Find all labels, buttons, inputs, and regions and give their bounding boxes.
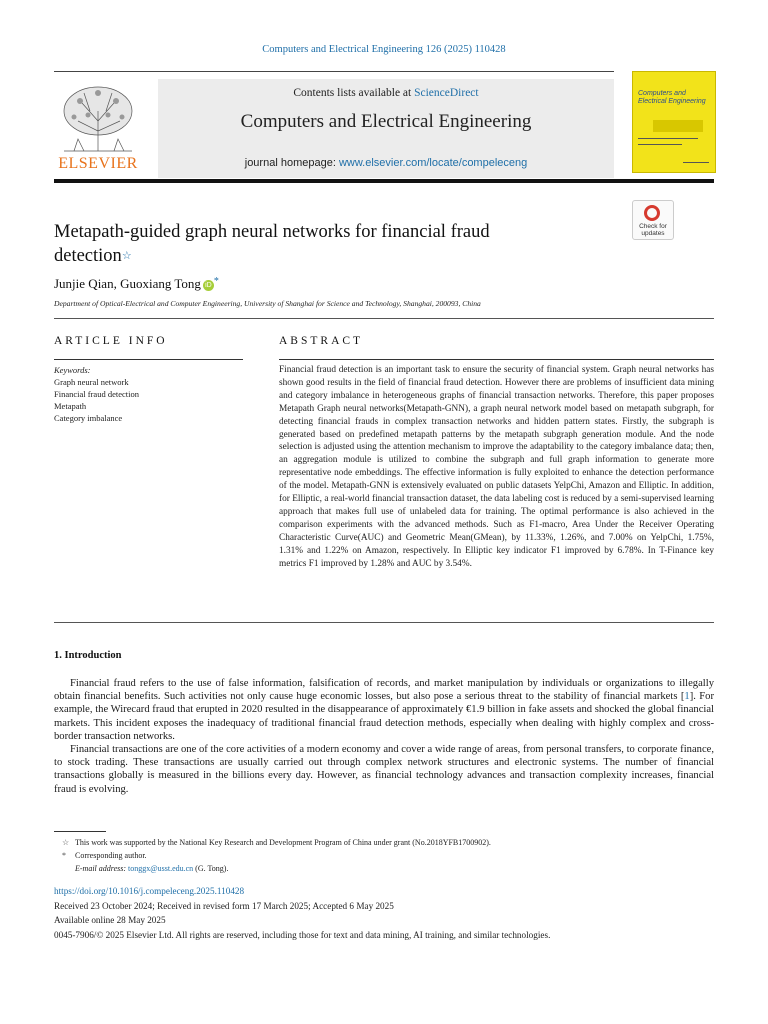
cover-rule: [638, 138, 698, 139]
title-line-2: detection: [54, 246, 122, 266]
sciencedirect-link[interactable]: ScienceDirect: [414, 87, 479, 99]
citation-link[interactable]: 1: [684, 691, 690, 703]
email-label: E-mail address:: [75, 864, 127, 873]
title-line-1: Metapath-guided graph neural networks for financial fraud: [54, 222, 490, 242]
header-top-rule: [54, 71, 614, 72]
check-for-updates-button[interactable]: [632, 200, 674, 240]
article-info-rule: [54, 359, 243, 360]
elsevier-wordmark[interactable]: ELSEVIER: [58, 155, 138, 172]
check-updates-icon: [644, 205, 660, 221]
cover-rule: [638, 144, 682, 145]
contents-available-line: [158, 87, 614, 99]
keyword-item: Financial fraud detection: [54, 389, 139, 399]
received-dates: Received 23 October 2024; Received in revised form 17 March 2025; Accepted 6 May 2025: [54, 900, 394, 911]
affiliation: Department of Optical-Electrical and Computer Engineering, University of Shanghai for Science and Technology, Shanghai, 200093, China: [54, 299, 481, 308]
cover-rule: [683, 162, 709, 163]
article-title: [54, 220, 614, 268]
funding-text: This work was supported by the National Key Research and Development Program of China under grant (No.2018YFB1700902).: [75, 838, 491, 847]
footnote-star-icon: ☆: [62, 838, 70, 847]
abstract-text: Financial fraud detection is an important task to ensure the security of financial system. Graph neural networks has shown good results in the field of financial fraud detection. However there are problems of insufficient data mining and category imbalance in heterogeneous graphs of financial transaction networks. Therefore, this paper proposes Metapath Graph neural networks(Metapath-GNN), a graph neural network model based on metapath subgraph, for detecting financial frauds in complex transaction networks and hidden pattern states. Firstly, the subgraph is generated based on predefined metapath patterns by the metapath subgraph generation module. And the node selection is adjusted using the attention mechanism to improve the adaptability to the category imbalance data; then, an aggregation module is utilized to combine the subgraph and full graph information to generate more representative node embeddings. The effective information is fully exploited to enhance the detection performance of the model. Metapath-GNN is extensively evaluated on public datasets YelpChi, Amazon and Elliptic. In addition, for Elliptic, a real-world financial transaction dataset, the data labeling cost is reduced by a semi-supervised learning approach that makes full use of unlabeled data for training. The optimal performance is also achieved in the comparison experiments with the advanced methods. Such as F1-macro, Area Under the Receiver Operating Characteristic Curve(AUC) and Geometric Mean(GMean), by 11.33%, 1.26%, and 7.00% on YelpChi, 1.75%, 1.31% and 1.22% on Amazon, respectively. In Elliptic key indicator F1 improved by 6.78%. In T-Finance key metrics F1 improved by 1.28% and AUC by 3.54%.: [279, 365, 714, 569]
journal-banner: [158, 79, 614, 178]
email-footnote: [54, 862, 714, 875]
journal-cover-thumbnail[interactable]: [632, 71, 716, 173]
corresponding-text: Corresponding author.: [75, 851, 147, 860]
keyword-item: Graph neural network: [54, 377, 129, 387]
journal-header: [54, 71, 714, 178]
funding-note-star-icon[interactable]: ☆: [121, 250, 132, 262]
intro-paragraph-2: Financial transactions are one of the core activities of a modern economy and cover a wide range of areas, from personal transfers, to corporate finance, to stock trading. These transactions are usually carried out through complex network structures and electronic systems. The number of financial transactions globally is measured in the billions every day. However, as financial technology advances and transaction complexity increases, financial fraud is evolving.: [54, 744, 714, 795]
affiliation-rule: [54, 318, 714, 319]
keyword-item: Category imbalance: [54, 413, 123, 423]
journal-reference[interactable]: Computers and Electrical Engineering 126 (2025) 110428: [262, 44, 506, 55]
intro-p1-end: ]. For example, the Wirecard fraud that erupted in 2020 resulted in the disappearance of approximately €1.9 billion in fake assets and shocked the global financial markets. This incident exposes the inadequacy of traditional financial fraud detection methods, especially when dealing with highly complex and cross-border transaction networks.: [54, 691, 714, 742]
cover-graphic: [653, 120, 703, 132]
email-suffix: (G. Tong).: [193, 864, 229, 873]
corresponding-author-mark[interactable]: *: [213, 276, 219, 287]
intro-paragraph-1: [54, 677, 714, 743]
doi-link[interactable]: https://doi.org/10.1016/j.compeleceng.2025.110428: [54, 886, 245, 896]
orcid-icon[interactable]: iD: [203, 280, 214, 291]
keywords-label: Keywords:: [54, 365, 91, 375]
available-online: Available online 28 May 2025: [54, 915, 166, 925]
publication-details: [54, 884, 714, 942]
keywords-block: [54, 364, 243, 424]
footnote-asterisk: *: [62, 851, 66, 860]
check-updates-label: Check for updates: [639, 223, 667, 237]
corresponding-footnote: [54, 849, 714, 862]
introduction-body: [54, 677, 714, 796]
abstract-end-rule: [54, 622, 714, 623]
introduction-heading: 1. Introduction: [54, 650, 122, 661]
footnote-rule: [54, 831, 106, 832]
funding-footnote: [54, 836, 714, 849]
keyword-item: Metapath: [54, 401, 87, 411]
journal-homepage-line: [158, 157, 614, 169]
journal-name: Computers and Electrical Engineering: [240, 111, 532, 132]
copyright-line: 0045-7906/© 2025 Elsevier Ltd. All rights are reserved, including those for text and data mining, AI training, and similar technologies.: [54, 929, 551, 940]
abstract-rule: [279, 359, 714, 360]
author-names: Junjie Qian, Guoxiang Tong: [54, 276, 201, 291]
author-list: [54, 276, 219, 292]
contents-prefix: Contents lists available at: [293, 87, 415, 99]
journal-homepage-link[interactable]: www.elsevier.com/locate/compeleceng: [338, 157, 528, 169]
footnotes: [54, 836, 714, 875]
cover-title: Computers and Electrical Engineering: [638, 90, 706, 105]
abstract-heading: ABSTRACT: [279, 335, 364, 347]
header-bottom-rule: [54, 179, 714, 183]
homepage-prefix: journal homepage:: [244, 157, 339, 169]
email-link[interactable]: tonggx@usst.edu.cn: [128, 864, 194, 873]
intro-p1-start: Financial fraud refers to the use of false information, falsification of records, and market manipulation by individuals or organizations to illegally obtain financial benefits. Such activities not only cause huge economic losses, but also pose a serious threat to the stability of financial markets [: [54, 678, 714, 703]
article-info-heading: ARTICLE INFO: [54, 335, 168, 347]
